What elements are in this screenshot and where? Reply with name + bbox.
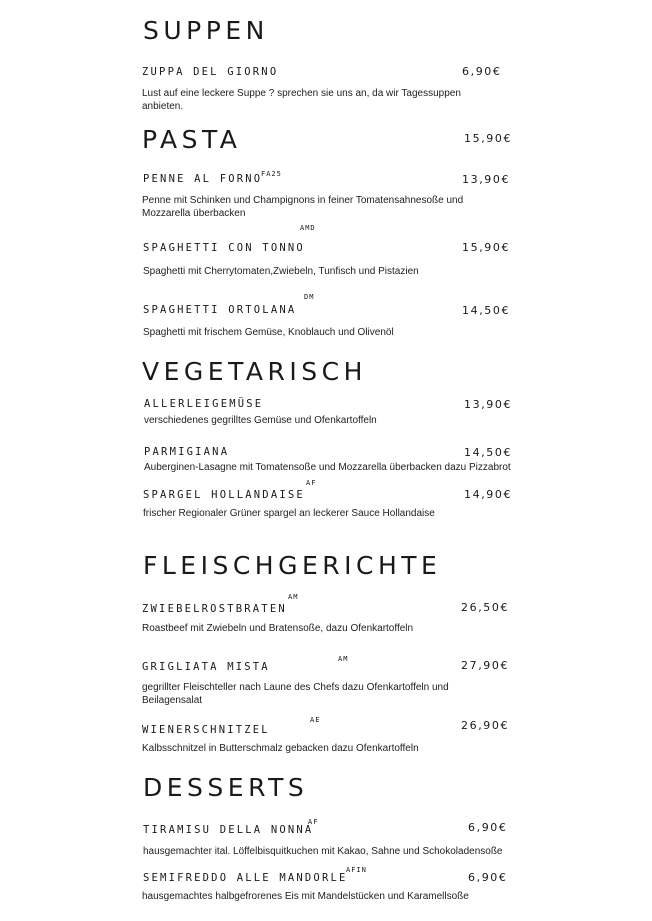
section-price: 15,90€: [464, 132, 513, 145]
dish-description: Spaghetti mit frischem Gemüse, Knoblauch und Olivenöl: [143, 327, 394, 338]
dish-description: hausgemachter ital. Löffelbisquitkuchen mit Kakao, Sahne und Schokoladensoße: [143, 846, 503, 857]
section-title-suppen: SUPPEN: [143, 16, 269, 45]
dish-description: Beilagensalat: [142, 695, 203, 706]
allergen-code: AF: [306, 479, 317, 487]
dish-name: SPAGHETTI ORTOLANA: [143, 304, 297, 316]
dish-price: 6,90€: [468, 871, 508, 884]
dish-price: 6,90€: [468, 821, 508, 834]
dish-name: PARMIGIANA: [144, 446, 230, 458]
dish-description: anbieten.: [142, 101, 184, 112]
dish-description: Penne mit Schinken und Champignons in feiner Tomatensahnesoße und: [142, 195, 464, 206]
allergen-code: AFIN: [346, 866, 367, 874]
dish-name: GRIGLIATA MISTA: [142, 661, 270, 673]
dish-description: frischer Regionaler Grüner spargel an leckerer Sauce Hollandaise: [143, 508, 435, 519]
section-title-fleischgerichte: FLEISCHGERICHTE: [143, 551, 442, 580]
section-title-pasta: PASTA: [142, 125, 242, 154]
dish-name: PENNE AL FORNO: [143, 173, 263, 185]
dish-name: SEMIFREDDO ALLE MANDORLE: [143, 872, 348, 884]
dish-description: hausgemachtes halbgefrorenes Eis mit Mandelstücken und Karamellsoße: [142, 891, 469, 902]
dish-description: Mozzarella überbacken: [142, 208, 246, 219]
dish-price: 26,90€: [461, 719, 510, 732]
section-title-vegetarisch: VEGETARISCH: [142, 357, 367, 386]
dish-price: 14,50€: [462, 304, 511, 317]
dish-name: TIRAMISU DELLA NONNA: [143, 824, 314, 836]
dish-price: 13,90€: [464, 398, 513, 411]
dish-description: Kalbsschnitzel in Butterschmalz gebacken dazu Ofenkartoffeln: [142, 743, 419, 754]
dish-name: WIENERSCHNITZEL: [142, 724, 270, 736]
allergen-code: AMD: [300, 224, 316, 232]
dish-name: ALLERLEIGEMÜSE: [144, 398, 264, 410]
dish-price: 14,50€: [464, 446, 513, 459]
dish-price: 27,90€: [461, 659, 510, 672]
allergen-code: AM: [338, 655, 349, 663]
dish-price: 14,90€: [464, 488, 513, 501]
dish-name: SPARGEL HOLLANDAISE: [143, 489, 305, 501]
section-title-desserts: DESSERTS: [143, 773, 309, 802]
dish-price: 13,90€: [462, 173, 511, 186]
dish-price: 26,50€: [461, 601, 510, 614]
allergen-code: AM: [288, 593, 299, 601]
dish-name: ZUPPA DEL GIORNO: [142, 66, 279, 78]
dish-name: SPAGHETTI CON TONNO: [143, 242, 305, 254]
dish-description: verschiedenes gegrilltes Gemüse und Ofenkartoffeln: [144, 415, 377, 426]
dish-description: Spaghetti mit Cherrytomaten,Zwiebeln, Tunfisch und Pistazien: [143, 266, 419, 277]
dish-description: Auberginen-Lasagne mit Tomatensoße und Mozzarella überbacken dazu Pizzabrot: [144, 462, 511, 473]
allergen-code: DM: [304, 293, 315, 301]
allergen-code: AF: [308, 818, 319, 826]
dish-description: Roastbeef mit Zwiebeln und Bratensoße, dazu Ofenkartoffeln: [142, 623, 414, 634]
dish-price: 15,90€: [462, 241, 511, 254]
dish-price: 6,90€: [462, 65, 502, 78]
allergen-code: FA25: [261, 170, 282, 178]
dish-description: Lust auf eine leckere Suppe ? sprechen sie uns an, da wir Tagessuppen: [142, 88, 461, 99]
allergen-code: AE: [310, 716, 321, 724]
dish-name: ZWIEBELROSTBRATEN: [142, 603, 287, 615]
dish-description: gegrillter Fleischteller nach Laune des Chefs dazu Ofenkartoffeln und: [142, 682, 449, 693]
